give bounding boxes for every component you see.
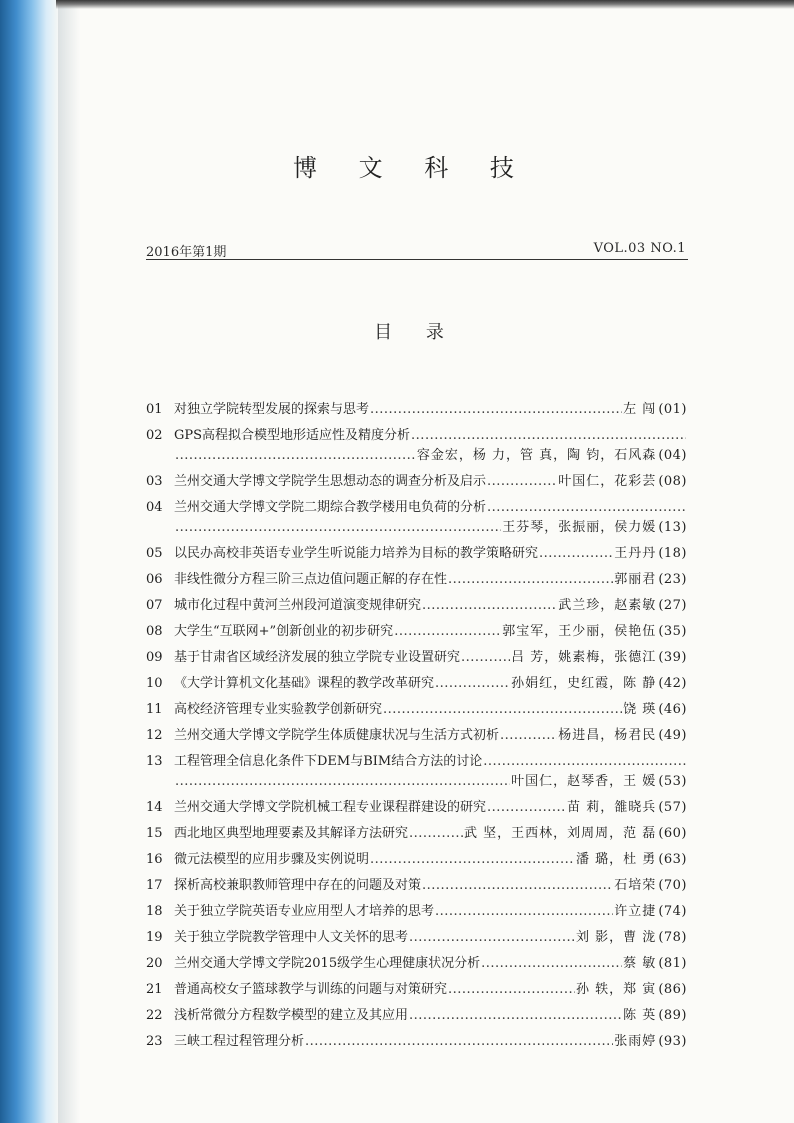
toc-entry-08[interactable] bbox=[146, 622, 687, 642]
entry-row-continued bbox=[174, 518, 687, 538]
entry-number: 21 bbox=[146, 982, 163, 997]
entry-page: (01) bbox=[658, 402, 687, 417]
entry-row bbox=[174, 1032, 687, 1052]
entry-authors: 孙娟红，史红霞，陈 静 bbox=[511, 676, 657, 691]
leader-dots bbox=[422, 876, 613, 896]
entry-title: 工程管理全信息化条件下DEM与BIM结合方法的讨论 bbox=[174, 754, 483, 769]
header-rule bbox=[146, 259, 688, 260]
entry-title: 普通高校女子篮球教学与训练的问题与对策研究 bbox=[174, 982, 448, 997]
entry-number: 13 bbox=[146, 754, 163, 769]
entry-title: 西北地区典型地理要素及其解译方法研究 bbox=[174, 826, 409, 841]
entry-row-continued bbox=[174, 772, 687, 792]
entry-page: (57) bbox=[658, 800, 687, 815]
entry-number: 14 bbox=[146, 800, 163, 815]
entry-row bbox=[174, 902, 687, 922]
entry-number: 05 bbox=[146, 546, 163, 561]
entry-row bbox=[174, 472, 687, 492]
entry-number: 15 bbox=[146, 826, 163, 841]
leader-dots bbox=[411, 426, 686, 446]
entry-page: (13) bbox=[658, 520, 687, 535]
entry-title: 关于独立学院教学管理中人文关怀的思考 bbox=[174, 930, 409, 945]
leader-dots bbox=[487, 798, 566, 818]
leader-dots bbox=[409, 928, 575, 948]
entry-page: (89) bbox=[658, 1008, 687, 1023]
entry-title: GPS高程拟合模型地形适应性及精度分析 bbox=[174, 428, 411, 443]
entry-row-continued bbox=[174, 446, 687, 466]
entry-page: (74) bbox=[658, 904, 687, 919]
entry-number: 19 bbox=[146, 930, 163, 945]
entry-authors: 叶国仁，花彩芸 bbox=[558, 474, 657, 489]
toc-entry-16[interactable] bbox=[146, 850, 687, 870]
entry-authors: 武兰珍，赵素敏 bbox=[558, 598, 657, 613]
issue-date: 2016年第1期 bbox=[146, 245, 227, 260]
entry-authors: 潘 璐，杜 勇 bbox=[576, 852, 657, 867]
entry-number: 08 bbox=[146, 624, 163, 639]
toc-entry-22[interactable] bbox=[146, 1006, 687, 1026]
entry-row bbox=[174, 980, 687, 1000]
entry-authors: 王丹丹 bbox=[614, 546, 657, 561]
entry-row bbox=[174, 596, 687, 616]
entry-title: 《大学计算机文化基础》课程的教学改革研究 bbox=[174, 676, 435, 691]
toc-entry-10[interactable] bbox=[146, 674, 687, 694]
toc-entry-23[interactable] bbox=[146, 1032, 687, 1052]
entry-number: 09 bbox=[146, 650, 163, 665]
entry-authors: 石培荣 bbox=[614, 878, 657, 893]
entry-title: 兰州交通大学博文学院二期综合教学楼用电负荷的分析 bbox=[174, 500, 487, 515]
entry-authors: 吕 芳，姚素梅，张德江 bbox=[511, 650, 657, 665]
entry-page: (60) bbox=[658, 826, 687, 841]
entry-authors: 饶 瑛 bbox=[623, 702, 657, 717]
toc-entry-21[interactable] bbox=[146, 980, 687, 1000]
entry-page: (35) bbox=[658, 624, 687, 639]
entry-title: 对独立学院转型发展的探索与思考 bbox=[174, 402, 370, 417]
entry-title: 兰州交通大学博文学院学生思想动态的调查分析及启示 bbox=[174, 474, 487, 489]
entry-row bbox=[174, 648, 687, 668]
leader-dots bbox=[435, 674, 510, 694]
entry-page: (81) bbox=[658, 956, 687, 971]
entry-number: 17 bbox=[146, 878, 163, 893]
toc-entry-17[interactable] bbox=[146, 876, 687, 896]
entry-page: (27) bbox=[658, 598, 687, 613]
entry-row bbox=[174, 954, 687, 974]
entry-number: 16 bbox=[146, 852, 163, 867]
entry-page: (93) bbox=[658, 1034, 687, 1049]
entry-title: 高校经济管理专业实验教学创新研究 bbox=[174, 702, 383, 717]
entry-number: 03 bbox=[146, 474, 163, 489]
entry-authors: 孙 轶，郑 寅 bbox=[576, 982, 657, 997]
leader-dots bbox=[448, 980, 575, 1000]
leader-dots bbox=[500, 726, 557, 746]
issue-line bbox=[146, 241, 686, 260]
entry-title: 兰州交通大学博文学院学生体质健康状况与生活方式初析 bbox=[174, 728, 500, 743]
entry-authors: 左 闯 bbox=[623, 402, 657, 417]
leader-dots bbox=[487, 498, 686, 518]
entry-row bbox=[174, 752, 687, 772]
entry-title: 城市化过程中黄河兰州段河道演变规律研究 bbox=[174, 598, 422, 613]
leader-dots bbox=[409, 824, 463, 844]
entry-authors: 蔡 敏 bbox=[623, 956, 657, 971]
leader-dots bbox=[422, 596, 557, 616]
entry-authors: 王芬琴，张振丽，侯力媛 bbox=[502, 520, 657, 535]
entry-row bbox=[174, 622, 687, 642]
entry-authors: 张雨婷 bbox=[614, 1034, 657, 1049]
entry-page: (18) bbox=[658, 546, 687, 561]
leader-dots bbox=[175, 772, 510, 792]
page-top-edge bbox=[56, 0, 794, 9]
leader-dots bbox=[448, 570, 613, 590]
toc-entry-05[interactable] bbox=[146, 544, 687, 564]
entry-title: 以民办高校非英语专业学生听说能力培养为目标的教学策略研究 bbox=[174, 546, 539, 561]
toc-entry-14[interactable] bbox=[146, 798, 687, 818]
entry-title: 兰州交通大学博文学院机械工程专业课程群建设的研究 bbox=[174, 800, 487, 815]
leader-dots bbox=[370, 850, 575, 870]
entry-row bbox=[174, 850, 687, 870]
toc-entry-15[interactable] bbox=[146, 824, 687, 844]
entry-row bbox=[174, 400, 687, 420]
leader-dots bbox=[539, 544, 613, 564]
entry-authors: 杨进昌，杨君民 bbox=[558, 728, 657, 743]
entry-title: 微元法模型的应用步骤及实例说明 bbox=[174, 852, 370, 867]
leader-dots bbox=[305, 1032, 613, 1052]
leader-dots bbox=[481, 954, 622, 974]
entry-row bbox=[174, 674, 687, 694]
entry-number: 07 bbox=[146, 598, 163, 613]
entry-row bbox=[174, 928, 687, 948]
toc-entry-03[interactable] bbox=[146, 472, 687, 492]
entry-number: 22 bbox=[146, 1008, 163, 1023]
entry-row bbox=[174, 426, 687, 446]
entry-number: 06 bbox=[146, 572, 163, 587]
leader-dots bbox=[370, 400, 622, 420]
entry-title: 兰州交通大学博文学院2015级学生心理健康状况分析 bbox=[174, 956, 481, 971]
entry-number: 01 bbox=[146, 402, 163, 417]
entry-authors: 许立捷 bbox=[614, 904, 657, 919]
entry-number: 20 bbox=[146, 956, 163, 971]
entry-authors: 郭宝军，王少丽，侯艳伍 bbox=[502, 624, 657, 639]
entry-page: (86) bbox=[658, 982, 687, 997]
leader-dots bbox=[175, 446, 416, 466]
entry-row bbox=[174, 700, 687, 720]
leader-dots bbox=[461, 648, 510, 668]
entry-title: 非线性微分方程三阶三点边值问题正解的存在性 bbox=[174, 572, 448, 587]
toc-entry-02[interactable] bbox=[146, 426, 687, 466]
entry-page: (23) bbox=[658, 572, 687, 587]
toc-entry-06[interactable] bbox=[146, 570, 687, 590]
entry-number: 11 bbox=[146, 702, 163, 717]
toc-entry-07[interactable] bbox=[146, 596, 687, 616]
entry-number: 10 bbox=[146, 676, 163, 691]
entry-title: 浅析常微分方程数学模型的建立及其应用 bbox=[174, 1008, 409, 1023]
entry-title: 三峡工程过程管理分析 bbox=[174, 1034, 305, 1049]
entry-number: 02 bbox=[146, 428, 163, 443]
entry-number: 12 bbox=[146, 728, 163, 743]
toc-entry-13[interactable] bbox=[146, 752, 687, 792]
entry-row bbox=[174, 798, 687, 818]
entry-row bbox=[174, 544, 687, 564]
issue-volume: VOL.03 NO.1 bbox=[593, 241, 686, 256]
toc-entry-11[interactable] bbox=[146, 700, 687, 720]
entry-title: 探析高校兼职教师管理中存在的问题及对策 bbox=[174, 878, 422, 893]
leader-dots bbox=[394, 622, 501, 642]
leader-dots bbox=[487, 472, 557, 492]
entry-authors: 刘 影，曹 泷 bbox=[576, 930, 657, 945]
entry-authors: 郭丽君 bbox=[614, 572, 657, 587]
entry-page: (53) bbox=[658, 774, 687, 789]
entry-page: (78) bbox=[658, 930, 687, 945]
entry-number: 04 bbox=[146, 500, 163, 515]
entry-number: 23 bbox=[146, 1034, 163, 1049]
entry-page: (63) bbox=[658, 852, 687, 867]
toc-entry-01[interactable] bbox=[146, 400, 687, 420]
entry-title: 基于甘肃省区域经济发展的独立学院专业设置研究 bbox=[174, 650, 461, 665]
toc-entry-19[interactable] bbox=[146, 928, 687, 948]
entry-title: 大学生“互联网+”创新创业的初步研究 bbox=[174, 624, 394, 639]
entry-row bbox=[174, 570, 687, 590]
entry-row bbox=[174, 498, 687, 518]
entry-row bbox=[174, 1006, 687, 1026]
leader-dots bbox=[409, 1006, 622, 1026]
entry-authors: 武 坚，王西林，刘周周，范 磊 bbox=[464, 826, 657, 841]
entry-page: (49) bbox=[658, 728, 687, 743]
toc-entry-09[interactable] bbox=[146, 648, 687, 668]
entry-page: (08) bbox=[658, 474, 687, 489]
table-of-contents bbox=[146, 400, 687, 1058]
entry-page: (70) bbox=[658, 878, 687, 893]
entry-authors: 苗 莉，雒晓兵 bbox=[567, 800, 657, 815]
leader-dots bbox=[483, 752, 686, 772]
leader-dots bbox=[175, 518, 501, 538]
leader-dots bbox=[435, 902, 613, 922]
entry-page: (39) bbox=[658, 650, 687, 665]
entry-title: 关于独立学院英语专业应用型人才培养的思考 bbox=[174, 904, 435, 919]
leader-dots bbox=[383, 700, 622, 720]
entry-authors: 叶国仁，赵琴香，王 媛 bbox=[511, 774, 657, 789]
entry-page: (04) bbox=[658, 448, 687, 463]
toc-title: 目 录 bbox=[374, 322, 458, 343]
entry-authors: 陈 英 bbox=[623, 1008, 657, 1023]
entry-row bbox=[174, 824, 687, 844]
entry-number: 18 bbox=[146, 904, 163, 919]
toc-entry-18[interactable] bbox=[146, 902, 687, 922]
entry-row bbox=[174, 726, 687, 746]
toc-entry-20[interactable] bbox=[146, 954, 687, 974]
toc-entry-12[interactable] bbox=[146, 726, 687, 746]
entry-page: (46) bbox=[658, 702, 687, 717]
entry-row bbox=[174, 876, 687, 896]
entry-authors: 容金宏，杨 力，管 真，陶 钧，石风森 bbox=[416, 448, 657, 463]
entry-page: (42) bbox=[658, 676, 687, 691]
journal-title: 博 文 科 技 bbox=[293, 154, 531, 182]
toc-entry-04[interactable] bbox=[146, 498, 687, 538]
